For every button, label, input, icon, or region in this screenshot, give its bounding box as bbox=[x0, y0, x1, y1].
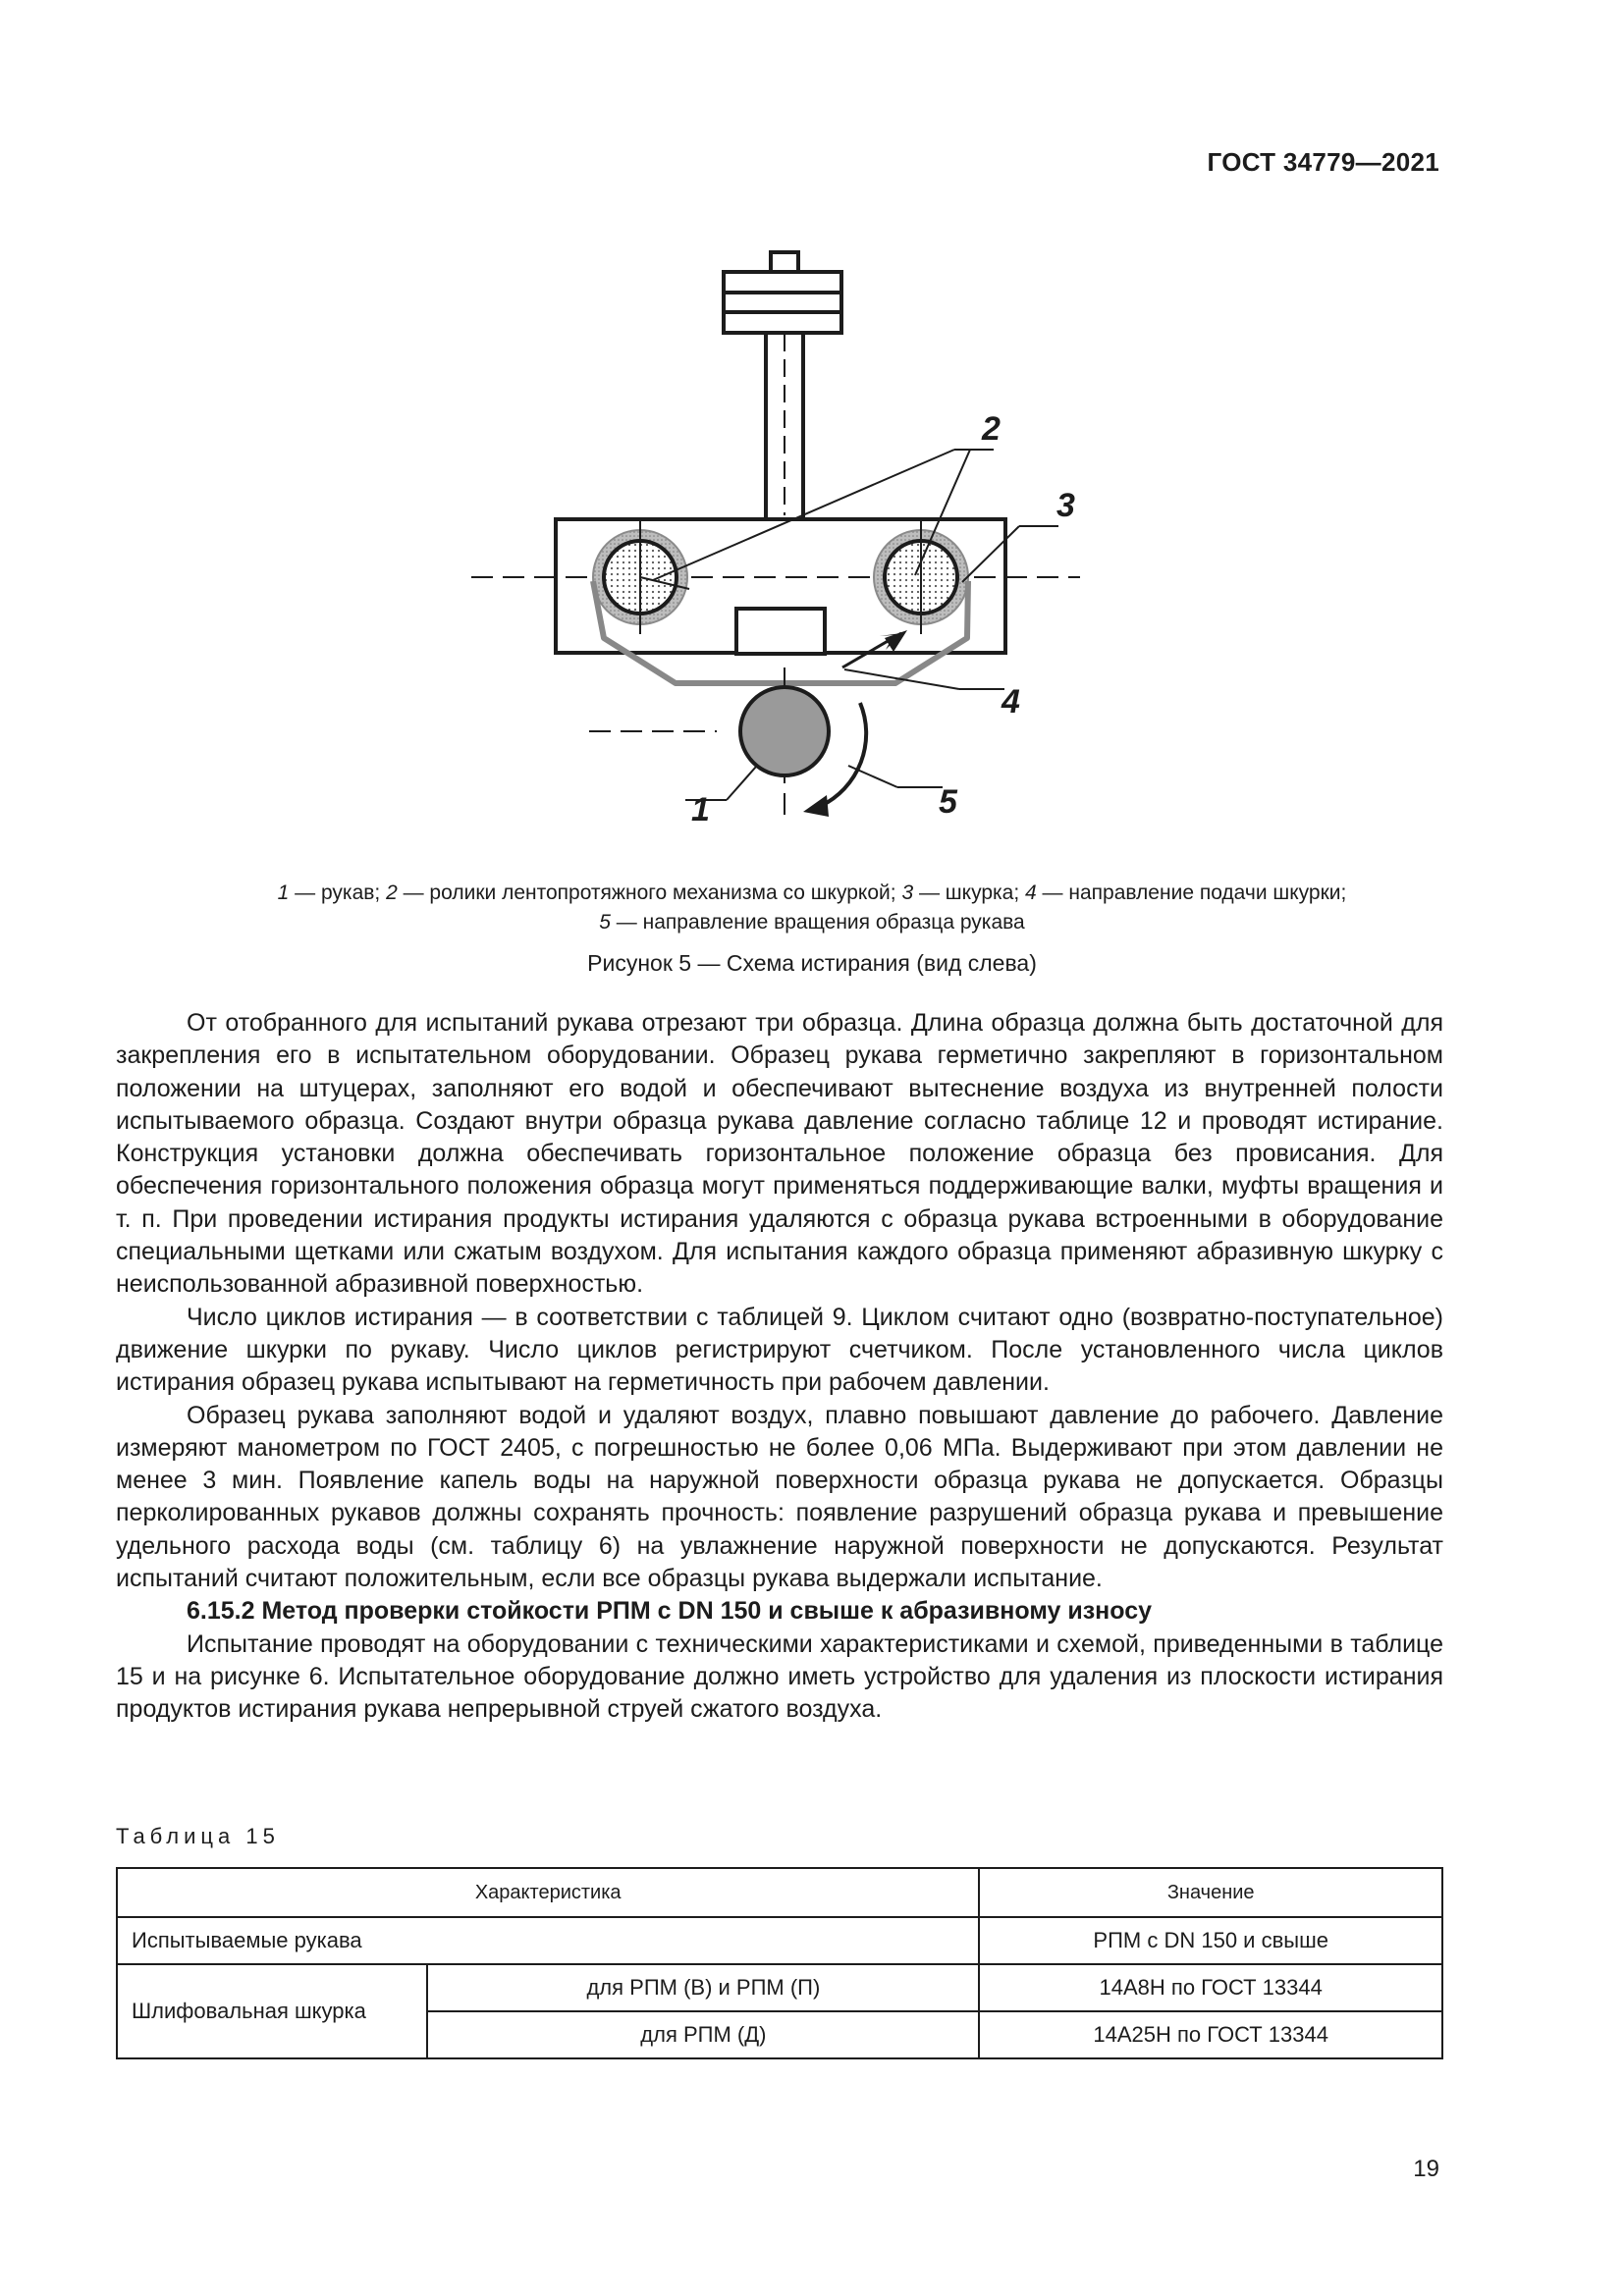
figure-caption: Рисунок 5 — Схема истирания (вид слева) bbox=[587, 950, 1037, 976]
legend-text-4: — направление подачи шкурки; bbox=[1036, 881, 1347, 904]
figure-legend bbox=[147, 879, 1477, 937]
table-row bbox=[117, 1917, 1442, 1964]
leader-1 bbox=[727, 767, 756, 800]
header-characteristic: Характеристика bbox=[117, 1868, 979, 1917]
label-5: 5 bbox=[939, 783, 957, 821]
paragraph-pressure-test: Образец рукава заполняют водой и удаляют воздух, плавно повышают давление до рабочего. Давление измеряют манометром по ГОСТ 2405, с погрешностью не более 0,06 МПа. Выдерживают при этом давлении не менее 3 мин. Появление капель воды на наружной поверхности образца рукава не допускается. Образцы перколированных рукавов должны сохранять прочность: появление разрушений образца рукава и превышение удельного расхода воды (см. таблицу 6) на увлажнение наружной поверхности не допускаются. Результат испытаний считают положительным, если все образцы рукава выдержали испытание. bbox=[116, 1401, 1443, 1593]
legend-num-3: 3 bbox=[901, 881, 914, 904]
abrasion-scheme-figure bbox=[432, 236, 1139, 864]
spec-table bbox=[116, 1867, 1443, 2059]
paragraph-sample-prep: От отобранного для испытаний рукава отрезают три образца. Длина образца должна быть достаточной для закрепления его в испытательном оборудовании. Образец рукава герметично закрепляют в горизонтальном положении на штуцерах, заполняют его водой и обеспечивают вытеснение воздуха из внутренней полости испытываемого образца. Создают внутри образца рукава давление согласно таблице 12 и проводят истирание. Конструкция установки должна обеспечивать горизонтальное положение образца без провисания. Для обеспечения горизонтального положения образца могут применяться поддерживающие валки, муфты вращения и т. п. При проведении истирания продукты истирания удаляются с образца рукава встроенными в оборудование специальными щетками или сжатым воздухом. Для испытания каждого образца применяют абразивную шкурку с неиспользованной абразивной поверхностью. bbox=[116, 1009, 1443, 1299]
right-roller bbox=[874, 520, 968, 634]
legend-text-5: — направление вращения образца рукава bbox=[610, 911, 1025, 934]
hose-sample bbox=[740, 687, 829, 775]
legend-num-4: 4 bbox=[1025, 881, 1037, 904]
legend-num-5: 5 bbox=[599, 911, 611, 934]
label-1: 1 bbox=[691, 791, 710, 828]
legend-num-1: 1 bbox=[277, 881, 290, 904]
label-4: 4 bbox=[1001, 683, 1020, 721]
legend-num-2: 2 bbox=[386, 881, 398, 904]
table-header-row bbox=[117, 1868, 1442, 1917]
header-value: Значение bbox=[979, 1868, 1442, 1917]
document-code: ГОСТ 34779—2021 bbox=[1207, 147, 1439, 177]
cell-sandpaper-sub2: для РПМ (Д) bbox=[427, 2011, 979, 2058]
cell-sandpaper-sub1: для РПМ (В) и РПМ (П) bbox=[427, 1964, 979, 2011]
table-row bbox=[117, 1964, 1442, 2011]
body-text bbox=[116, 1007, 1443, 1727]
cell-tested-hoses-value: РПМ с DN 150 и свыше bbox=[979, 1917, 1442, 1964]
label-2: 2 bbox=[982, 410, 1001, 448]
cell-tested-hoses: Испытываемые рукава bbox=[117, 1917, 979, 1964]
table-label: Таблица 15 bbox=[116, 1824, 280, 1848]
paragraph-equipment: Испытание проводят на оборудовании с техническими характеристиками и схемой, приведенными в таблице 15 и на рисунке 6. Испытательное оборудование должно иметь устройство для удаления из плоскости истирания продуктов истирания рукава непрерывной струей сжатого воздуха. bbox=[116, 1629, 1443, 1724]
spindle-assembly bbox=[724, 252, 841, 519]
page-number: 19 bbox=[1413, 2156, 1439, 2182]
leader-3 bbox=[962, 526, 1019, 582]
paragraph-cycles: Число циклов истирания — в соответствии с таблицей 9. Циклом считают одно (возвратно-поступательное) движение шкурки по рукаву. Число циклов регистрируют счетчиком. После установленного числа циклов истирания образец рукава испытывают на герметичность при рабочем давлении. bbox=[116, 1303, 1443, 1397]
legend-text-1: — рукав; bbox=[289, 881, 387, 904]
label-3: 3 bbox=[1056, 487, 1075, 524]
section-heading: 6.15.2 Метод проверки стойкости РПМ с DN 150 и свыше к абразивному износу bbox=[187, 1597, 1152, 1626]
legend-text-2: — ролики лентопротяжного механизма со шкуркой; bbox=[397, 881, 902, 904]
legend-text-3: — шкурка; bbox=[913, 881, 1026, 904]
cell-sandpaper: Шлифовальная шкурка bbox=[117, 1964, 427, 2058]
cell-sandpaper-val2: 14А25Н по ГОСТ 13344 bbox=[979, 2011, 1442, 2058]
cell-sandpaper-val1: 14А8Н по ГОСТ 13344 bbox=[979, 1964, 1442, 2011]
